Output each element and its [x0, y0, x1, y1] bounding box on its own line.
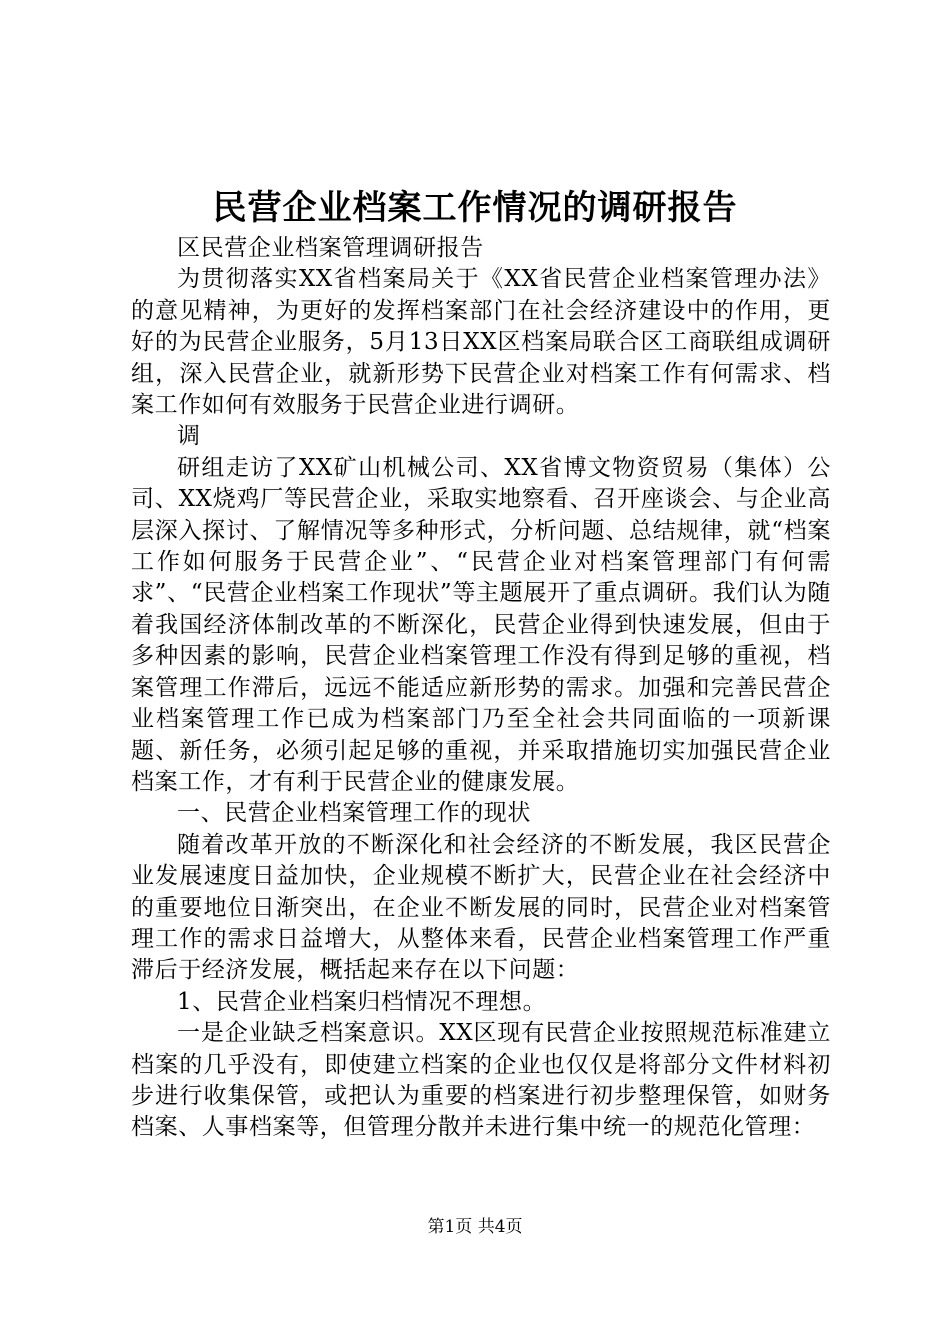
document-body [131, 233, 831, 1144]
page-number: 第1页 共4页 [427, 1217, 523, 1237]
document-title: 民营企业档案工作情况的调研报告 [212, 188, 738, 228]
section-heading: 一、民营企业档案管理工作的现状 [177, 800, 531, 827]
paragraph-status: 随着改革开放的不断深化和社会经济的不断发展，我区民营企业发展速度日益加快，企业规模不断扩大，民营企业在社会经济中的重要地位日渐突出，在企业不断发展的同时，民营企业对档案管理工作的需求日益增大，从整体来看，民营企业档案管理工作严重滞后于经济发展，概括起来存在以下问题： [131, 831, 831, 984]
subsection-heading: 1、民营企业档案归档情况不理想。 [177, 988, 547, 1015]
paragraph-fragment: 调 [177, 423, 201, 450]
paragraph-point-one: 一是企业缺乏档案意识。XX区现有民营企业按照规范标准建立档案的几乎没有，即使建立档案的企业也仅仅是将部分文件材料初步进行收集保管，或把认为重要的档案进行初步整理保管，如财务档案、人事档案等，但管理分散并未进行集中统一的规范化管理： [131, 1020, 831, 1141]
paragraph-subtitle: 区民营企业档案管理调研报告 [177, 235, 484, 261]
paragraph-research: 研组走访了XX矿山机械公司、XX省博文物资贸易（集体）公司、XX烧鸡厂等民营企业，采取实地察看、召开座谈会、与企业高层深入探讨、了解情况等多种形式，分析问题、总结规律，就“档案工作如何服务于民营企业”、“民营企业对档案管理部门有何需求”、“民营企业档案工作现状”等主题展开了重点调研。我们认为随着我国经济体制改革的不断深化，民营企业得到快速发展，但由于多种因素的影响，民营企业档案管理工作没有得到足够的重视，档案管理工作滞后，远远不能适应新形势的需求。加强和完善民营企业档案管理工作已成为档案部门乃至全社会共同面临的一项新课题、新任务，必须引起足够的重视，并采取措施切实加强民营企业档案工作，才有利于民营企业的健康发展。 [131, 454, 831, 795]
paragraph-intro: 为贯彻落实XX省档案局关于《XX省民营企业档案管理办法》的意见精神，为更好的发挥档案部门在社会经济建设中的作用，更好的为民营企业服务，5月13日XX区档案局联合区工商联组成调研组，深入民营企业，就新形势下民营企业对档案工作有何需求、档案工作如何有效服务于民营企业进行调研。 [131, 266, 831, 419]
